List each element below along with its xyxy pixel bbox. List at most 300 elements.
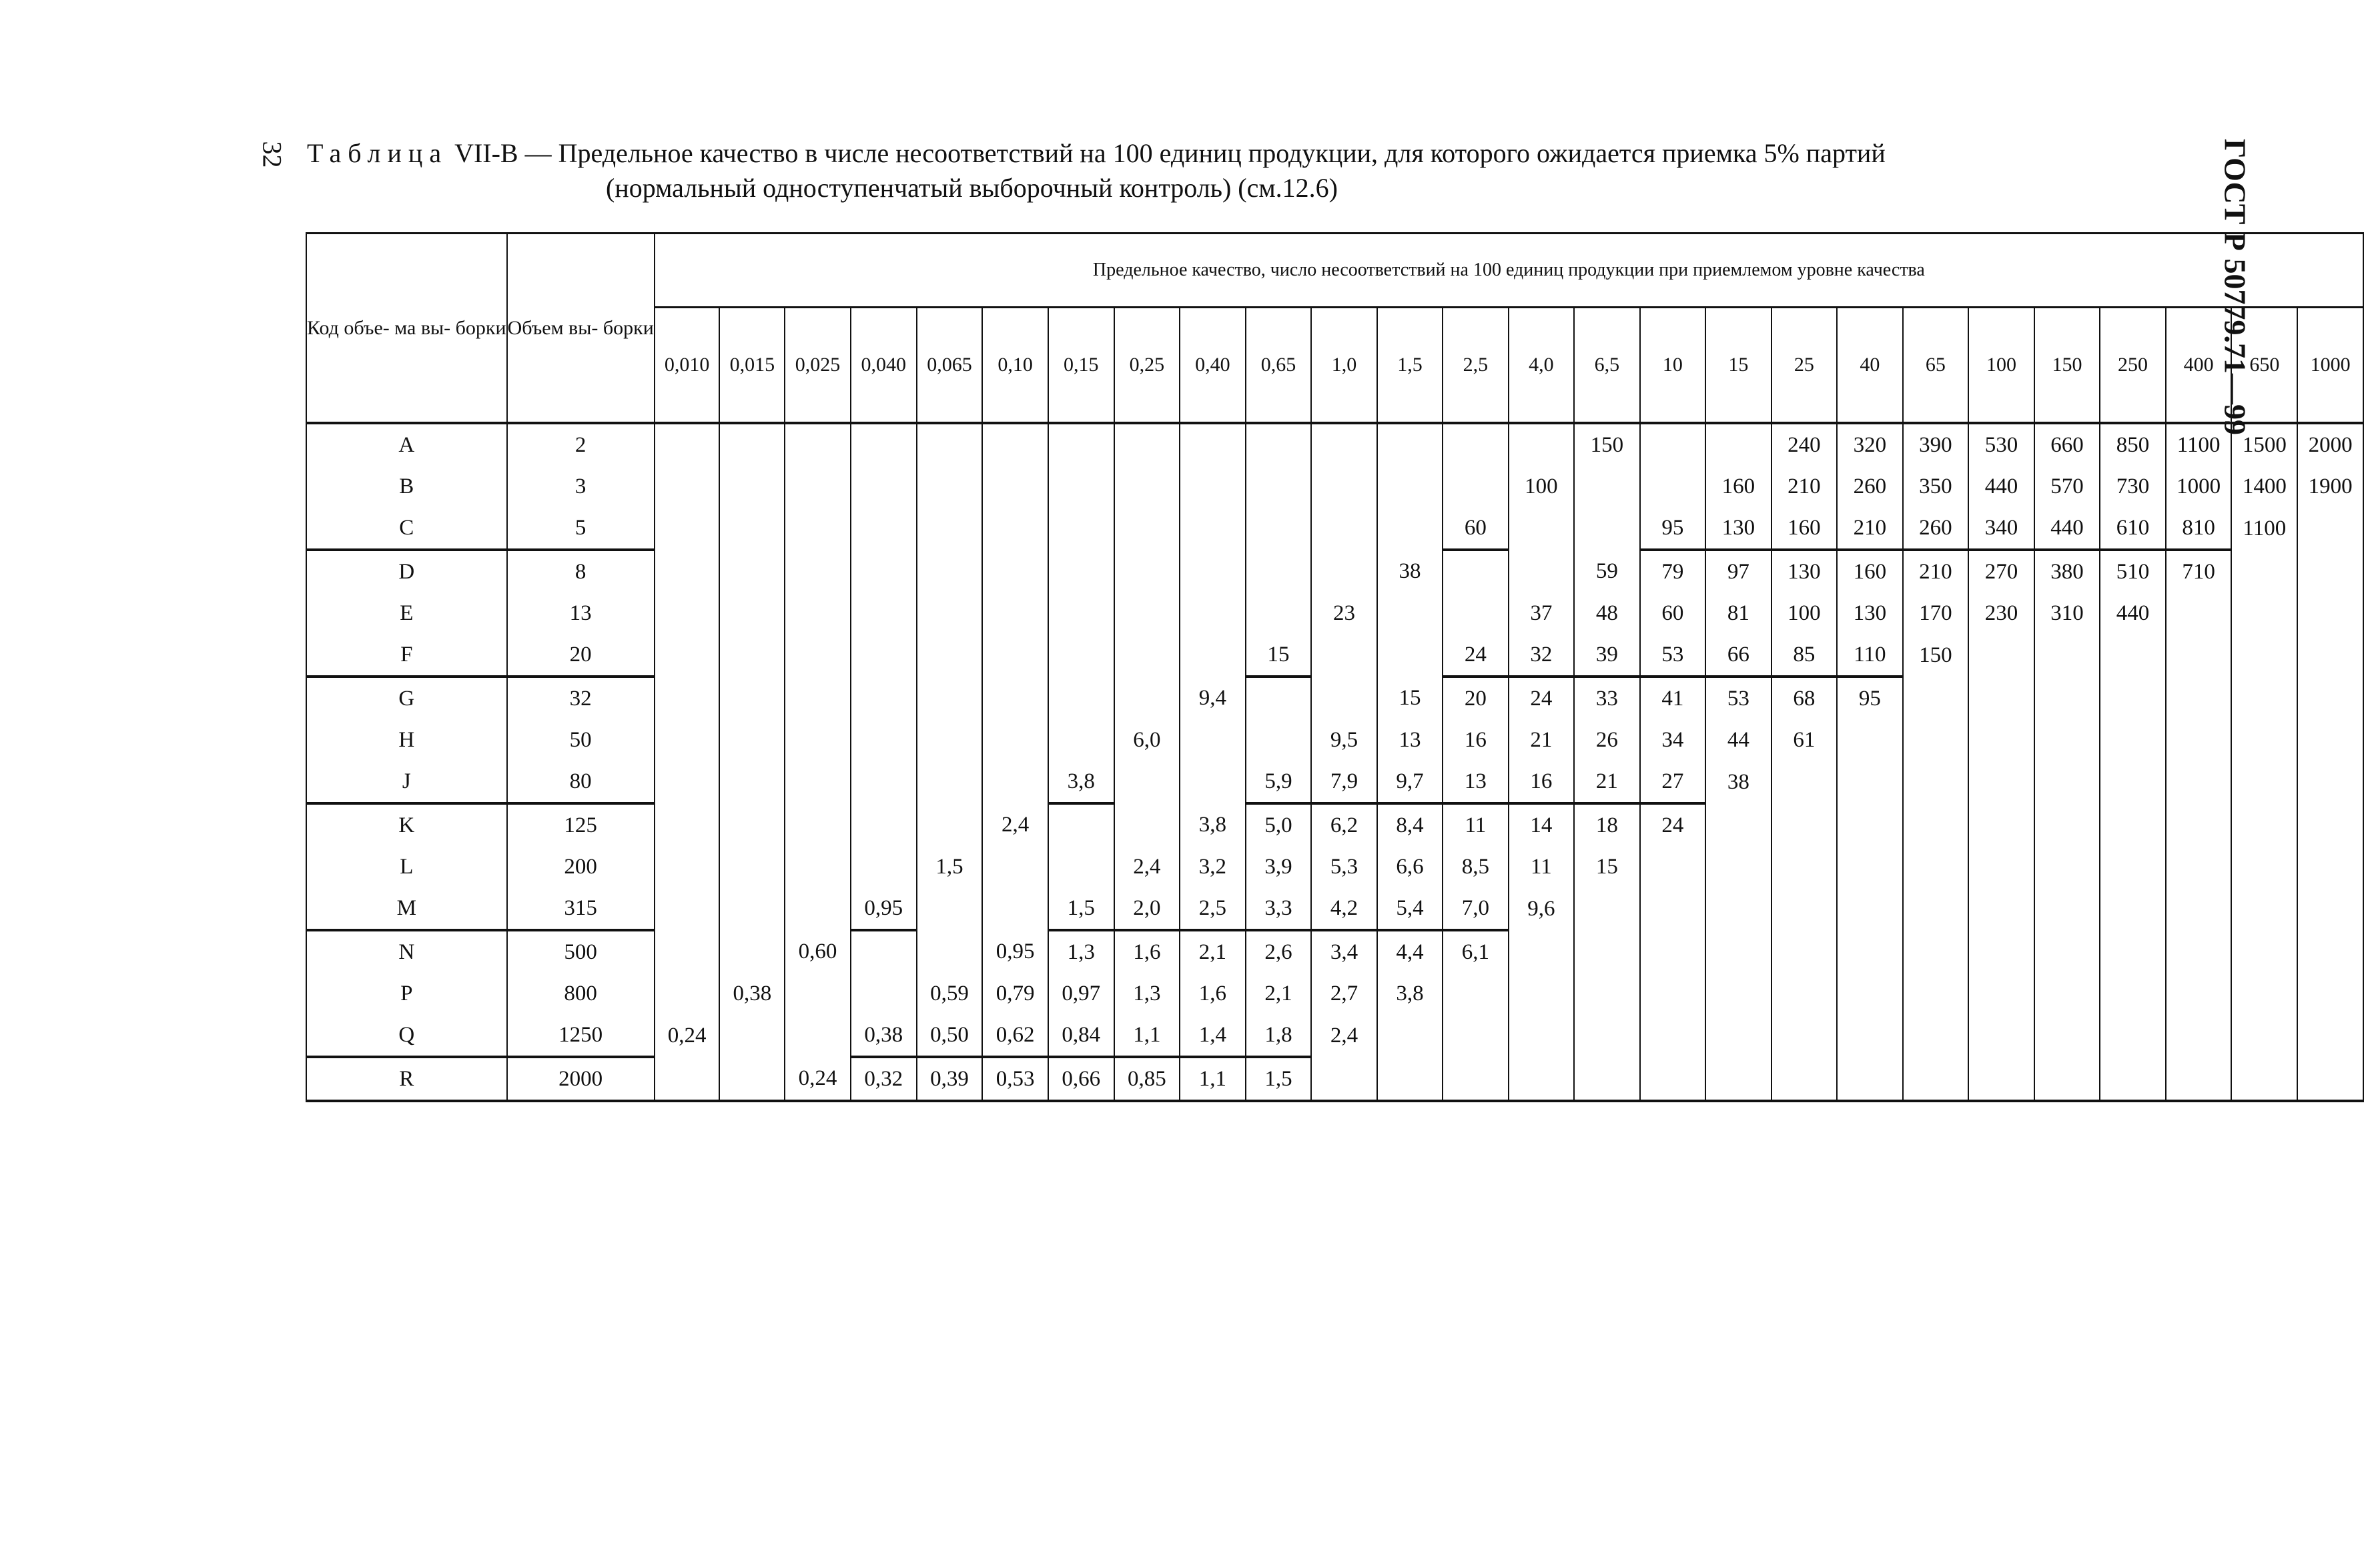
limiting-quality-value	[1114, 593, 1180, 634]
limiting-quality-value: 310	[2034, 593, 2100, 634]
limiting-quality-value	[1640, 846, 1705, 887]
limiting-quality-value	[2166, 634, 2232, 677]
limiting-quality-value	[785, 634, 851, 677]
aql-level-header: 4,0	[1509, 308, 1575, 424]
limiting-quality-value	[1640, 973, 1705, 1014]
limiting-quality-value	[719, 593, 785, 634]
limiting-quality-value	[1705, 423, 1771, 466]
limiting-quality-value: 1,4	[1180, 1014, 1246, 1057]
aql-level-header: 1,0	[1311, 308, 1376, 424]
limiting-quality-value	[1048, 466, 1114, 507]
limiting-quality-value	[655, 761, 720, 803]
limiting-quality-value: 38	[1705, 761, 1771, 803]
limiting-quality-value	[655, 550, 720, 593]
limiting-quality-value: 0,53	[982, 1057, 1048, 1101]
sample-code: N	[306, 930, 507, 973]
limiting-quality-value: 3,9	[1246, 846, 1312, 887]
limiting-quality-value	[1837, 973, 1903, 1014]
sample-size: 8	[507, 550, 655, 593]
limiting-quality-value	[2231, 1014, 2297, 1057]
sample-code: Q	[306, 1014, 507, 1057]
limiting-quality-value	[719, 507, 785, 550]
limiting-quality-value: 0,38	[851, 1014, 917, 1057]
limiting-quality-value: 390	[1903, 423, 1969, 466]
limiting-quality-value	[851, 550, 917, 593]
limiting-quality-value	[917, 550, 983, 593]
limiting-quality-value	[1114, 423, 1180, 466]
limiting-quality-value: 1,6	[1180, 973, 1246, 1014]
limiting-quality-value: 1,1	[1114, 1014, 1180, 1057]
limiting-quality-value	[785, 973, 851, 1014]
limiting-quality-value	[851, 466, 917, 507]
limiting-quality-value	[1574, 507, 1640, 550]
limiting-quality-value: 5,9	[1246, 761, 1312, 803]
limiting-quality-value	[1968, 1014, 2034, 1057]
limiting-quality-value	[1180, 550, 1246, 593]
limiting-quality-value: 150	[1903, 634, 1969, 677]
limiting-quality-value: 2,5	[1180, 887, 1246, 930]
limiting-quality-value: 3,2	[1180, 846, 1246, 887]
limiting-quality-value	[1574, 930, 1640, 973]
limiting-quality-value	[1246, 423, 1312, 466]
limiting-quality-value	[719, 887, 785, 930]
sample-size: 1250	[507, 1014, 655, 1057]
limiting-quality-value	[2100, 634, 2166, 677]
limiting-quality-value: 60	[1640, 593, 1705, 634]
limiting-quality-value: 3,8	[1048, 761, 1114, 803]
limiting-quality-value	[1311, 507, 1376, 550]
limiting-quality-value	[917, 761, 983, 803]
limiting-quality-value: 100	[1771, 593, 1838, 634]
limiting-quality-value: 0,38	[719, 973, 785, 1014]
limiting-quality-value	[2297, 846, 2363, 887]
limiting-quality-value: 3,4	[1311, 930, 1376, 973]
limiting-quality-value	[1837, 803, 1903, 846]
limiting-quality-value: 9,7	[1377, 761, 1443, 803]
limiting-quality-value	[1377, 593, 1443, 634]
sample-size: 20	[507, 634, 655, 677]
limiting-quality-value: 2,7	[1311, 973, 1376, 1014]
limiting-quality-value	[982, 761, 1048, 803]
limiting-quality-value	[851, 593, 917, 634]
limiting-quality-value: 60	[1443, 507, 1508, 550]
limiting-quality-value: 8,5	[1443, 846, 1508, 887]
limiting-quality-value: 20	[1443, 677, 1508, 719]
limiting-quality-value	[2166, 761, 2232, 803]
limiting-quality-value	[2297, 507, 2363, 550]
limiting-quality-value: 1000	[2166, 466, 2232, 507]
limiting-quality-value: 2,4	[1311, 1014, 1376, 1057]
limiting-quality-value	[1903, 761, 1969, 803]
sample-code: R	[306, 1057, 507, 1101]
limiting-quality-value	[1968, 973, 2034, 1014]
limiting-quality-value	[655, 423, 720, 466]
table-row	[306, 423, 2363, 466]
limiting-quality-value: 4,4	[1377, 930, 1443, 973]
limiting-quality-value: 6,6	[1377, 846, 1443, 887]
sample-code: B	[306, 466, 507, 507]
limiting-quality-value	[1048, 550, 1114, 593]
limiting-quality-value	[655, 973, 720, 1014]
limiting-quality-value	[2166, 1057, 2232, 1101]
limiting-quality-value	[1443, 593, 1508, 634]
limiting-quality-value	[1903, 846, 1969, 887]
limiting-quality-value: 0,60	[785, 930, 851, 973]
sample-size: 800	[507, 973, 655, 1014]
limiting-quality-value	[1180, 507, 1246, 550]
limiting-quality-value	[1246, 550, 1312, 593]
limiting-quality-value: 11	[1509, 846, 1575, 887]
limiting-quality-value	[917, 466, 983, 507]
limiting-quality-value: 0,24	[655, 1014, 720, 1057]
limiting-quality-value	[1640, 930, 1705, 973]
limiting-quality-value: 660	[2034, 423, 2100, 466]
limiting-quality-value	[785, 550, 851, 593]
limiting-quality-value: 24	[1443, 634, 1508, 677]
limiting-quality-value: 95	[1837, 677, 1903, 719]
limiting-quality-value	[785, 1014, 851, 1057]
limiting-quality-value	[2231, 761, 2297, 803]
sample-code: H	[306, 719, 507, 761]
limiting-quality-value	[1048, 634, 1114, 677]
limiting-quality-value: 2000	[2297, 423, 2363, 466]
table-row	[306, 973, 2363, 1014]
limiting-quality-value: 24	[1509, 677, 1575, 719]
limiting-quality-value	[1968, 719, 2034, 761]
limiting-quality-value	[1968, 930, 2034, 973]
limiting-quality-value	[1443, 550, 1508, 593]
table-row	[306, 677, 2363, 719]
limiting-quality-value	[1048, 719, 1114, 761]
limiting-quality-value	[2297, 719, 2363, 761]
limiting-quality-value	[1509, 550, 1575, 593]
sample-size: 2000	[507, 1057, 655, 1101]
limiting-quality-value	[1509, 423, 1575, 466]
limiting-quality-value	[1114, 550, 1180, 593]
sample-size: 2	[507, 423, 655, 466]
limiting-quality-value	[2100, 846, 2166, 887]
limiting-quality-value: 210	[1837, 507, 1903, 550]
limiting-quality-value	[1574, 1057, 1640, 1101]
header-group-title: Предельное качество, число несоответствий на 100 единиц продукции при приемлемом уровне качества	[655, 234, 2363, 308]
limiting-quality-value	[2034, 634, 2100, 677]
limiting-quality-value: 7,9	[1311, 761, 1376, 803]
limiting-quality-value: 0,66	[1048, 1057, 1114, 1101]
table-row	[306, 887, 2363, 930]
limiting-quality-value	[1837, 761, 1903, 803]
limiting-quality-value	[2034, 1014, 2100, 1057]
limiting-quality-value: 85	[1771, 634, 1838, 677]
limiting-quality-value	[1377, 1014, 1443, 1057]
limiting-quality-value	[1574, 887, 1640, 930]
limiting-quality-value	[917, 677, 983, 719]
limiting-quality-value	[2100, 677, 2166, 719]
limiting-quality-value	[1903, 930, 1969, 973]
limiting-quality-value	[1574, 973, 1640, 1014]
header-size: Объем вы- борки	[507, 234, 655, 424]
limiting-quality-value	[1114, 466, 1180, 507]
sample-code: P	[306, 973, 507, 1014]
limiting-quality-value	[2034, 803, 2100, 846]
limiting-quality-value	[982, 593, 1048, 634]
limiting-quality-value	[785, 677, 851, 719]
limiting-quality-value	[719, 930, 785, 973]
table-row	[306, 803, 2363, 846]
limiting-quality-value	[1640, 1057, 1705, 1101]
limiting-quality-value: 5,4	[1377, 887, 1443, 930]
document-id-text: ГОСТ Р 50779.71—99	[2218, 139, 2253, 435]
limiting-quality-value: 110	[1837, 634, 1903, 677]
sample-size: 50	[507, 719, 655, 761]
limiting-quality-value	[2297, 1057, 2363, 1101]
sample-code: G	[306, 677, 507, 719]
limiting-quality-value: 0,24	[785, 1057, 851, 1101]
caption-line2: (нормальный одноступенчатый выборочный контроль) (см.12.6)	[606, 173, 1338, 203]
limiting-quality-value: 2,4	[1114, 846, 1180, 887]
limiting-quality-value	[2166, 887, 2232, 930]
limiting-quality-value	[1180, 423, 1246, 466]
limiting-quality-value	[982, 423, 1048, 466]
limiting-quality-value	[1048, 507, 1114, 550]
limiting-quality-value: 150	[1574, 423, 1640, 466]
limiting-quality-value: 2,4	[982, 803, 1048, 846]
limiting-quality-value	[1509, 930, 1575, 973]
limiting-quality-value	[2297, 593, 2363, 634]
limiting-quality-value: 33	[1574, 677, 1640, 719]
limiting-quality-value	[655, 634, 720, 677]
limiting-quality-value	[785, 466, 851, 507]
limiting-quality-value: 18	[1574, 803, 1640, 846]
limiting-quality-value	[2100, 1014, 2166, 1057]
limiting-quality-value: 130	[1837, 593, 1903, 634]
limiting-quality-value	[1048, 423, 1114, 466]
limiting-quality-value	[1968, 761, 2034, 803]
limiting-quality-value: 32	[1509, 634, 1575, 677]
limiting-quality-value: 1500	[2231, 423, 2297, 466]
limiting-quality-value	[1968, 846, 2034, 887]
limiting-quality-value: 1900	[2297, 466, 2363, 507]
limiting-quality-value: 9,4	[1180, 677, 1246, 719]
limiting-quality-value	[1377, 466, 1443, 507]
limiting-quality-value	[2034, 1057, 2100, 1101]
limiting-quality-value	[1903, 803, 1969, 846]
limiting-quality-value: 15	[1246, 634, 1312, 677]
sample-code: C	[306, 507, 507, 550]
caption-line1: Предельное качество в числе несоответствий на 100 единиц продукции, для которого ожидается приемка 5% партий	[558, 138, 1886, 168]
limiting-quality-value	[1114, 803, 1180, 846]
limiting-quality-value	[655, 887, 720, 930]
limiting-quality-value	[2100, 719, 2166, 761]
limiting-quality-value	[917, 507, 983, 550]
aql-level-header: 2,5	[1443, 308, 1508, 424]
limiting-quality-value	[1771, 803, 1838, 846]
limiting-quality-value: 340	[1968, 507, 2034, 550]
limiting-quality-value	[2231, 677, 2297, 719]
limiting-quality-value	[1903, 1014, 1969, 1057]
header-code: Код объе- ма вы- борки	[306, 234, 507, 424]
limiting-quality-value: 0,39	[917, 1057, 983, 1101]
limiting-quality-value	[1180, 466, 1246, 507]
limiting-quality-value	[1903, 973, 1969, 1014]
sample-code: J	[306, 761, 507, 803]
limiting-quality-value: 0,59	[917, 973, 983, 1014]
limiting-quality-value	[719, 550, 785, 593]
limiting-quality-value	[1705, 887, 1771, 930]
limiting-quality-value	[851, 634, 917, 677]
aql-level-header: 0,025	[785, 308, 851, 424]
aql-level-header: 6,5	[1574, 308, 1640, 424]
limiting-quality-value	[2231, 973, 2297, 1014]
limiting-quality-value	[2100, 887, 2166, 930]
sample-code: E	[306, 593, 507, 634]
limiting-quality-value: 39	[1574, 634, 1640, 677]
limiting-quality-value	[2034, 761, 2100, 803]
limiting-quality-value	[2297, 973, 2363, 1014]
limiting-quality-value	[2166, 930, 2232, 973]
limiting-quality-value	[655, 719, 720, 761]
limiting-quality-value	[1311, 550, 1376, 593]
table-row	[306, 550, 2363, 593]
limiting-quality-value: 0,84	[1048, 1014, 1114, 1057]
limiting-quality-value	[1443, 466, 1508, 507]
limiting-quality-value	[785, 507, 851, 550]
limiting-quality-value: 230	[1968, 593, 2034, 634]
limiting-quality-value	[1837, 1057, 1903, 1101]
limiting-quality-value: 48	[1574, 593, 1640, 634]
limiting-quality-value	[1048, 593, 1114, 634]
limiting-quality-value: 0,32	[851, 1057, 917, 1101]
limiting-quality-value	[917, 423, 983, 466]
limiting-quality-value	[1837, 930, 1903, 973]
aql-level-header: 400	[2166, 308, 2232, 424]
limiting-quality-value	[2297, 887, 2363, 930]
limiting-quality-value	[2297, 803, 2363, 846]
limiting-quality-value	[785, 846, 851, 887]
limiting-quality-value: 38	[1377, 550, 1443, 593]
limiting-quality-value	[1968, 887, 2034, 930]
limiting-quality-value: 610	[2100, 507, 2166, 550]
limiting-quality-value: 130	[1771, 550, 1838, 593]
limiting-quality-value	[2297, 634, 2363, 677]
limiting-quality-value: 9,5	[1311, 719, 1376, 761]
aql-level-header: 0,015	[719, 308, 785, 424]
limiting-quality-value: 6,0	[1114, 719, 1180, 761]
limiting-quality-value	[2231, 846, 2297, 887]
limiting-quality-value	[982, 550, 1048, 593]
limiting-quality-value	[2297, 761, 2363, 803]
limiting-quality-value: 510	[2100, 550, 2166, 593]
limiting-quality-value	[1509, 1014, 1575, 1057]
limiting-quality-value	[851, 677, 917, 719]
limiting-quality-value: 1400	[2231, 466, 2297, 507]
limiting-quality-value	[1771, 973, 1838, 1014]
sample-size: 13	[507, 593, 655, 634]
limiting-quality-value	[655, 593, 720, 634]
limiting-quality-value	[2034, 973, 2100, 1014]
aql-level-header: 1000	[2297, 308, 2363, 424]
limiting-quality-value: 440	[1968, 466, 2034, 507]
limiting-quality-value: 730	[2100, 466, 2166, 507]
limiting-quality-value	[1640, 1014, 1705, 1057]
limiting-quality-value: 240	[1771, 423, 1838, 466]
limiting-quality-value	[2231, 887, 2297, 930]
limiting-quality-value	[719, 423, 785, 466]
limiting-quality-value: 3,8	[1180, 803, 1246, 846]
limiting-quality-value	[2166, 1014, 2232, 1057]
limiting-quality-value	[851, 507, 917, 550]
limiting-quality-value	[1705, 846, 1771, 887]
limiting-quality-value	[1771, 761, 1838, 803]
limiting-quality-value: 15	[1377, 677, 1443, 719]
limiting-quality-value	[2166, 677, 2232, 719]
limiting-quality-value	[1968, 1057, 2034, 1101]
limiting-quality-value	[982, 466, 1048, 507]
limiting-quality-value: 66	[1705, 634, 1771, 677]
limiting-quality-value: 0,85	[1114, 1057, 1180, 1101]
page-number: 32	[257, 141, 288, 168]
limiting-quality-value	[917, 719, 983, 761]
sample-code: L	[306, 846, 507, 887]
limiting-quality-value	[1048, 803, 1114, 846]
limiting-quality-value	[982, 507, 1048, 550]
aql-level-header: 150	[2034, 308, 2100, 424]
limiting-quality-value: 7,0	[1443, 887, 1508, 930]
limiting-quality-value	[2231, 719, 2297, 761]
limiting-quality-value: 380	[2034, 550, 2100, 593]
limiting-quality-value	[2034, 677, 2100, 719]
limiting-quality-value	[1771, 1057, 1838, 1101]
limiting-quality-value: 260	[1837, 466, 1903, 507]
limiting-quality-value: 1,3	[1048, 930, 1114, 973]
limiting-quality-value: 2,0	[1114, 887, 1180, 930]
limiting-quality-value: 160	[1705, 466, 1771, 507]
limiting-quality-value	[1640, 887, 1705, 930]
limiting-quality-value: 97	[1705, 550, 1771, 593]
limiting-quality-value	[2297, 1014, 2363, 1057]
aql-level-header: 1,5	[1377, 308, 1443, 424]
limiting-quality-value	[719, 1014, 785, 1057]
limiting-quality-value	[1837, 887, 1903, 930]
limiting-quality-value: 270	[1968, 550, 2034, 593]
limiting-quality-value	[917, 593, 983, 634]
limiting-quality-value	[1377, 507, 1443, 550]
limiting-quality-value	[851, 930, 917, 973]
limiting-quality-value: 0,79	[982, 973, 1048, 1014]
limiting-quality-value	[851, 973, 917, 1014]
limiting-quality-value	[2297, 677, 2363, 719]
limiting-quality-value: 6,1	[1443, 930, 1508, 973]
limiting-quality-value	[655, 1057, 720, 1101]
limiting-quality-value: 1100	[2166, 423, 2232, 466]
limiting-quality-value	[1114, 761, 1180, 803]
limiting-quality-value: 68	[1771, 677, 1838, 719]
limiting-quality-value	[2100, 930, 2166, 973]
limiting-quality-value	[719, 634, 785, 677]
limiting-quality-value	[2034, 930, 2100, 973]
limiting-quality-value	[719, 677, 785, 719]
limiting-quality-value: 53	[1705, 677, 1771, 719]
limiting-quality-value	[719, 803, 785, 846]
limiting-quality-value	[1640, 466, 1705, 507]
aql-level-header: 0,040	[851, 308, 917, 424]
limiting-quality-value	[719, 761, 785, 803]
limiting-quality-value: 100	[1509, 466, 1575, 507]
limiting-quality-value	[1246, 466, 1312, 507]
table-row	[306, 593, 2363, 634]
limiting-quality-value: 6,2	[1311, 803, 1376, 846]
limiting-quality-value	[719, 719, 785, 761]
limiting-quality-value: 3,3	[1246, 887, 1312, 930]
